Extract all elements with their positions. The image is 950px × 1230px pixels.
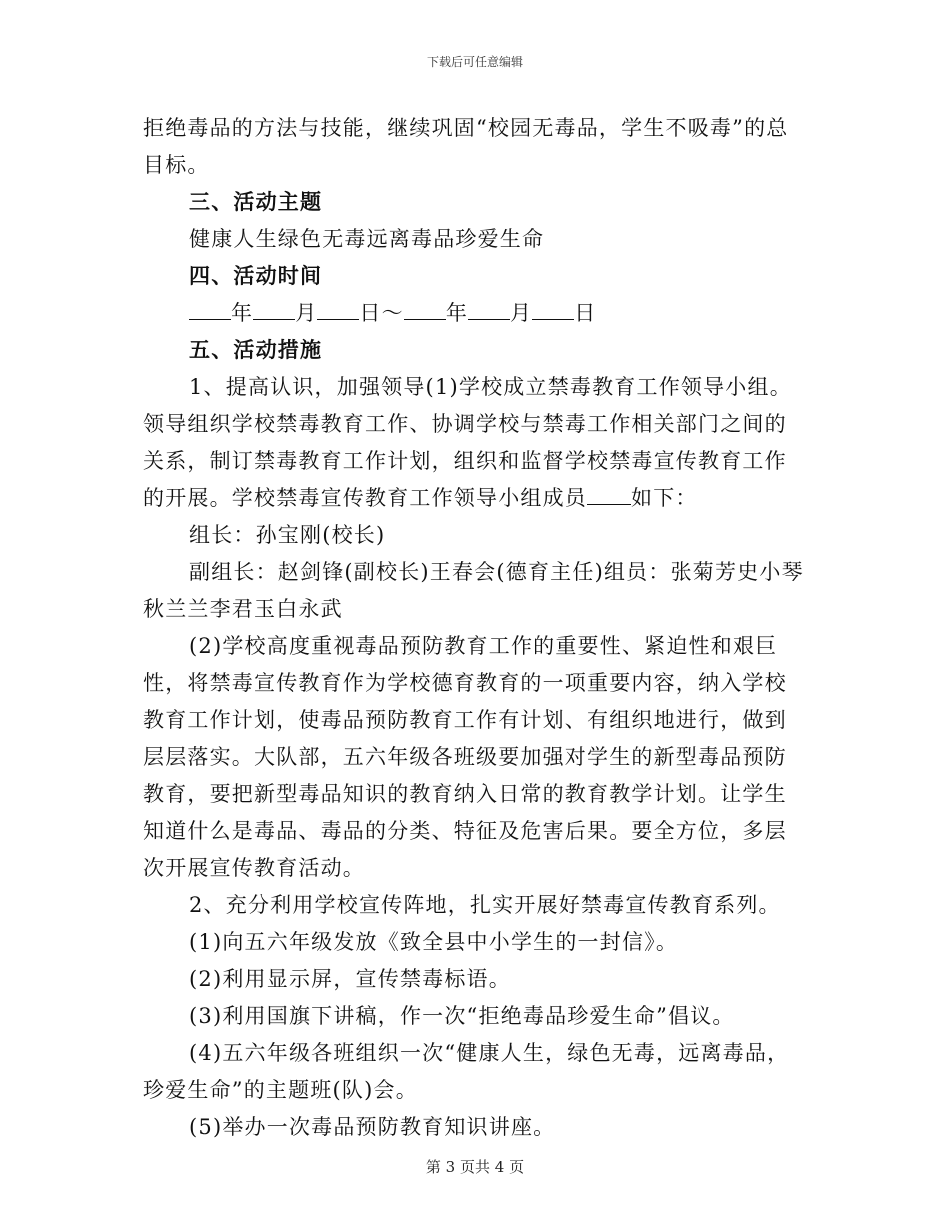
date-year-label-2: 年	[445, 301, 469, 325]
measure-2-paragraph: 2、充分利用学校宣传阵地，扎实开展好禁毒宣传教育系列。	[189, 893, 781, 917]
date-year-label: 年	[231, 301, 254, 325]
page-number-footer: 第 3 页共 4 页	[425, 1158, 525, 1176]
goal-paragraph-continued: 拒绝毒品的方法与技能，继续巩固“校园无毒品，学生不吸毒”的总目标。	[143, 116, 789, 177]
group-vice-and-members: 副组长：赵剑锋(副校长)王春会(德育主任)组员：张菊芳史小琴秋兰兰李君玉白永武	[143, 560, 804, 621]
blank-month-start	[253, 297, 295, 320]
section-heading-theme: 三、活动主题	[189, 190, 323, 214]
measure-2-item-1: (1)向五六年级发放《致全县中小学生的一封信》。	[189, 930, 679, 954]
document-body	[143, 110, 808, 1146]
measure-2-item-2: (2)利用显示屏，宣传禁毒标语。	[189, 967, 511, 991]
blank-year-start	[189, 297, 231, 320]
blank-month-end	[468, 297, 510, 320]
measure-1-paragraph	[143, 369, 808, 517]
measure-1-tail: 如下：	[631, 486, 698, 510]
date-month-label-2: 月	[510, 301, 533, 325]
date-day-label-2: 日	[574, 301, 597, 325]
blank-members	[587, 482, 631, 505]
measure-2-item-4: (4)五六年级各班组织一次“健康人生，绿色无毒，远离毒品，珍爱生命”的主题班(队)会。	[143, 1041, 790, 1102]
measure-2-item-3: (3)利用国旗下讲稿，作一次“拒绝毒品珍爱生命”倡议。	[189, 1004, 735, 1028]
activity-date-line	[143, 295, 808, 332]
group-leader: 组长：孙宝刚(校长)	[189, 523, 386, 547]
date-month-label: 月	[295, 301, 318, 325]
page-header-note: 下载后可任意编辑	[426, 55, 523, 69]
blank-day-start	[317, 297, 359, 320]
measure-2-item-5: (5)举办一次毒品预防教育知识讲座。	[189, 1115, 556, 1139]
theme-text: 健康人生绿色无毒远离毒品珍爱生命	[189, 227, 545, 251]
section-heading-measures: 五、活动措施	[189, 338, 323, 362]
date-day-label: 日～	[359, 301, 404, 325]
blank-year-end	[404, 297, 446, 320]
measure-1-text: 1、提高认识，加强领导(1)学校成立禁毒教育工作领导小组。领导组织学校禁毒教育工作、协调学校与禁毒工作相关部门之间的关系，制订禁毒教育工作计划，组织和监督学校禁毒宣传教育工作的开展。学校禁毒宣传教育工作领导小组成员	[143, 375, 792, 510]
section-heading-time: 四、活动时间	[189, 264, 323, 288]
measure-1-2-paragraph: (2)学校高度重视毒品预防教育工作的重要性、紧迫性和艰巨性，将禁毒宣传教育作为学校德育教育的一项重要内容，纳入学校教育工作计划，使毒品预防教育工作有计划、有组织地进行，做到层层落实。大队部，五六年级各班级要加强对学生的新型毒品预防教育，要把新型毒品知识的教育纳入日常的教育教学计划。让学生知道什么是毒品、毒品的分类、特征及危害后果。要全方位，多层次开展宣传教育活动。	[143, 634, 787, 880]
blank-day-end	[532, 297, 574, 320]
